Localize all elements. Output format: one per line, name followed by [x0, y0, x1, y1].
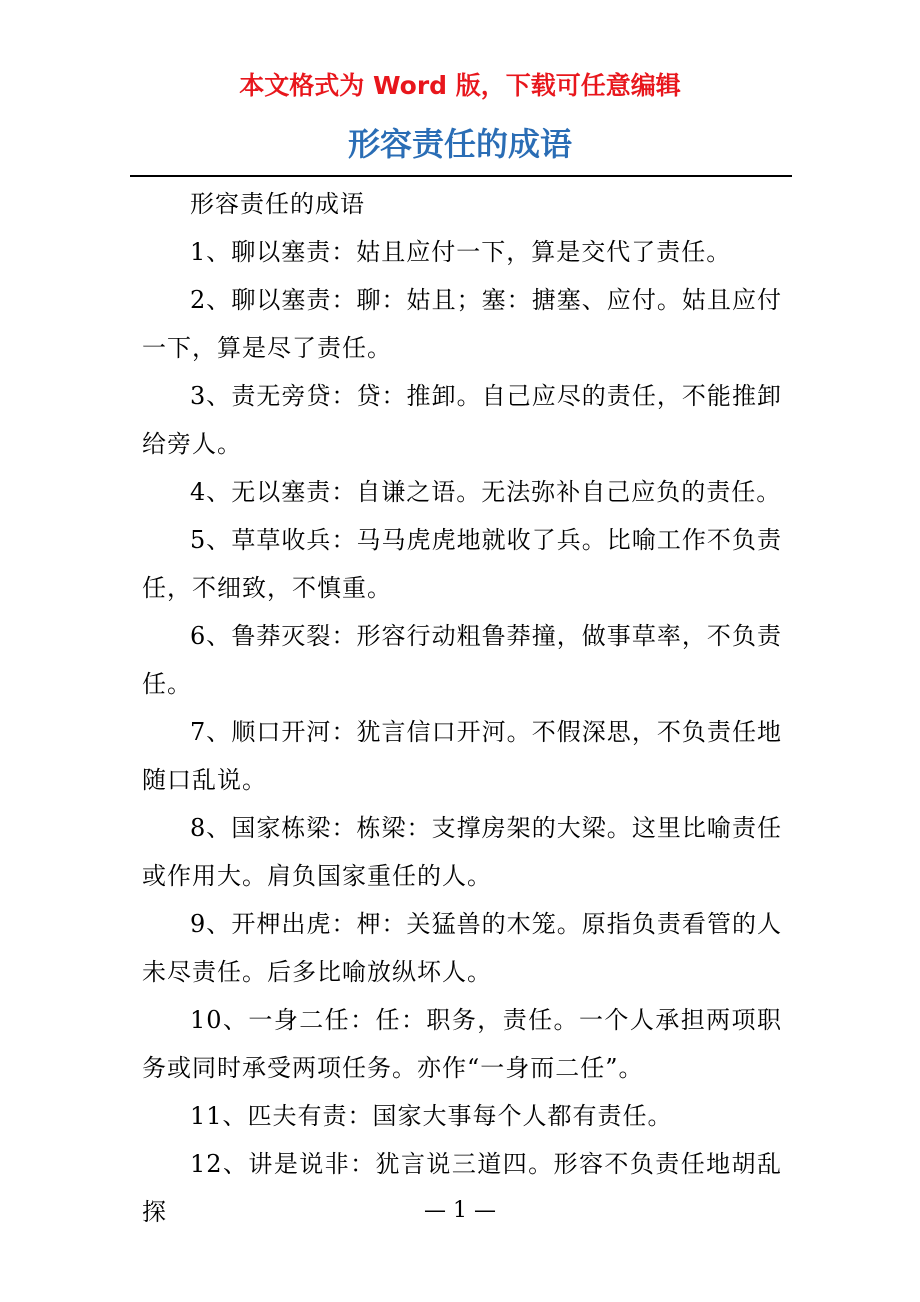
body-paragraph: 12、讲是说非：犹言说三道四。形容不负责任地胡乱探: [142, 1150, 782, 1226]
body-paragraph: 1、聊以塞责：姑且应付一下，算是交代了责任。: [190, 238, 732, 266]
body-paragraph: 2、聊以塞责：聊：姑且；塞：搪塞、应付。姑且应付一下，算是尽了责任。: [142, 286, 782, 362]
body-paragraph: 4、无以塞责：自谦之语。无法弥补自己应负的责任。: [190, 478, 782, 506]
body-paragraph: 7、顺口开河：犹言信口开河。不假深思，不负责任地随口乱说。: [142, 718, 782, 794]
body-paragraph: 6、鲁莽灭裂：形容行动粗鲁莽撞，做事草率，不负责任。: [142, 622, 782, 698]
body-paragraph: 3、责无旁贷：贷：推卸。自己应尽的责任，不能推卸给旁人。: [142, 382, 782, 458]
title-divider: [130, 175, 792, 177]
body-paragraph: 形容责任的成语: [190, 190, 365, 218]
body-paragraph: 11、匹夫有责：国家大事每个人都有责任。: [190, 1102, 673, 1130]
page-number: — 1 —: [424, 1198, 496, 1223]
document-body: [142, 180, 782, 1236]
body-paragraph: 8、国家栋梁：栋梁：支撑房架的大梁。这里比喻责任或作用大。肩负国家重任的人。: [142, 814, 782, 890]
body-paragraph: 5、草草收兵：马马虎虎地就收了兵。比喻工作不负责任，不细致，不慎重。: [142, 526, 782, 602]
body-paragraph: 9、开柙出虎：柙：关猛兽的木笼。原指负责看管的人未尽责任。后多比喻放纵坏人。: [142, 910, 782, 986]
body-paragraph: 10、一身二任：任：职务，责任。一个人承担两项职务或同时承受两项任务。亦作“一身而二任”。: [142, 1006, 782, 1082]
format-notice: 本文格式为 Word 版，下载可任意编辑: [239, 71, 681, 100]
document-title: 形容责任的成语: [347, 125, 572, 163]
